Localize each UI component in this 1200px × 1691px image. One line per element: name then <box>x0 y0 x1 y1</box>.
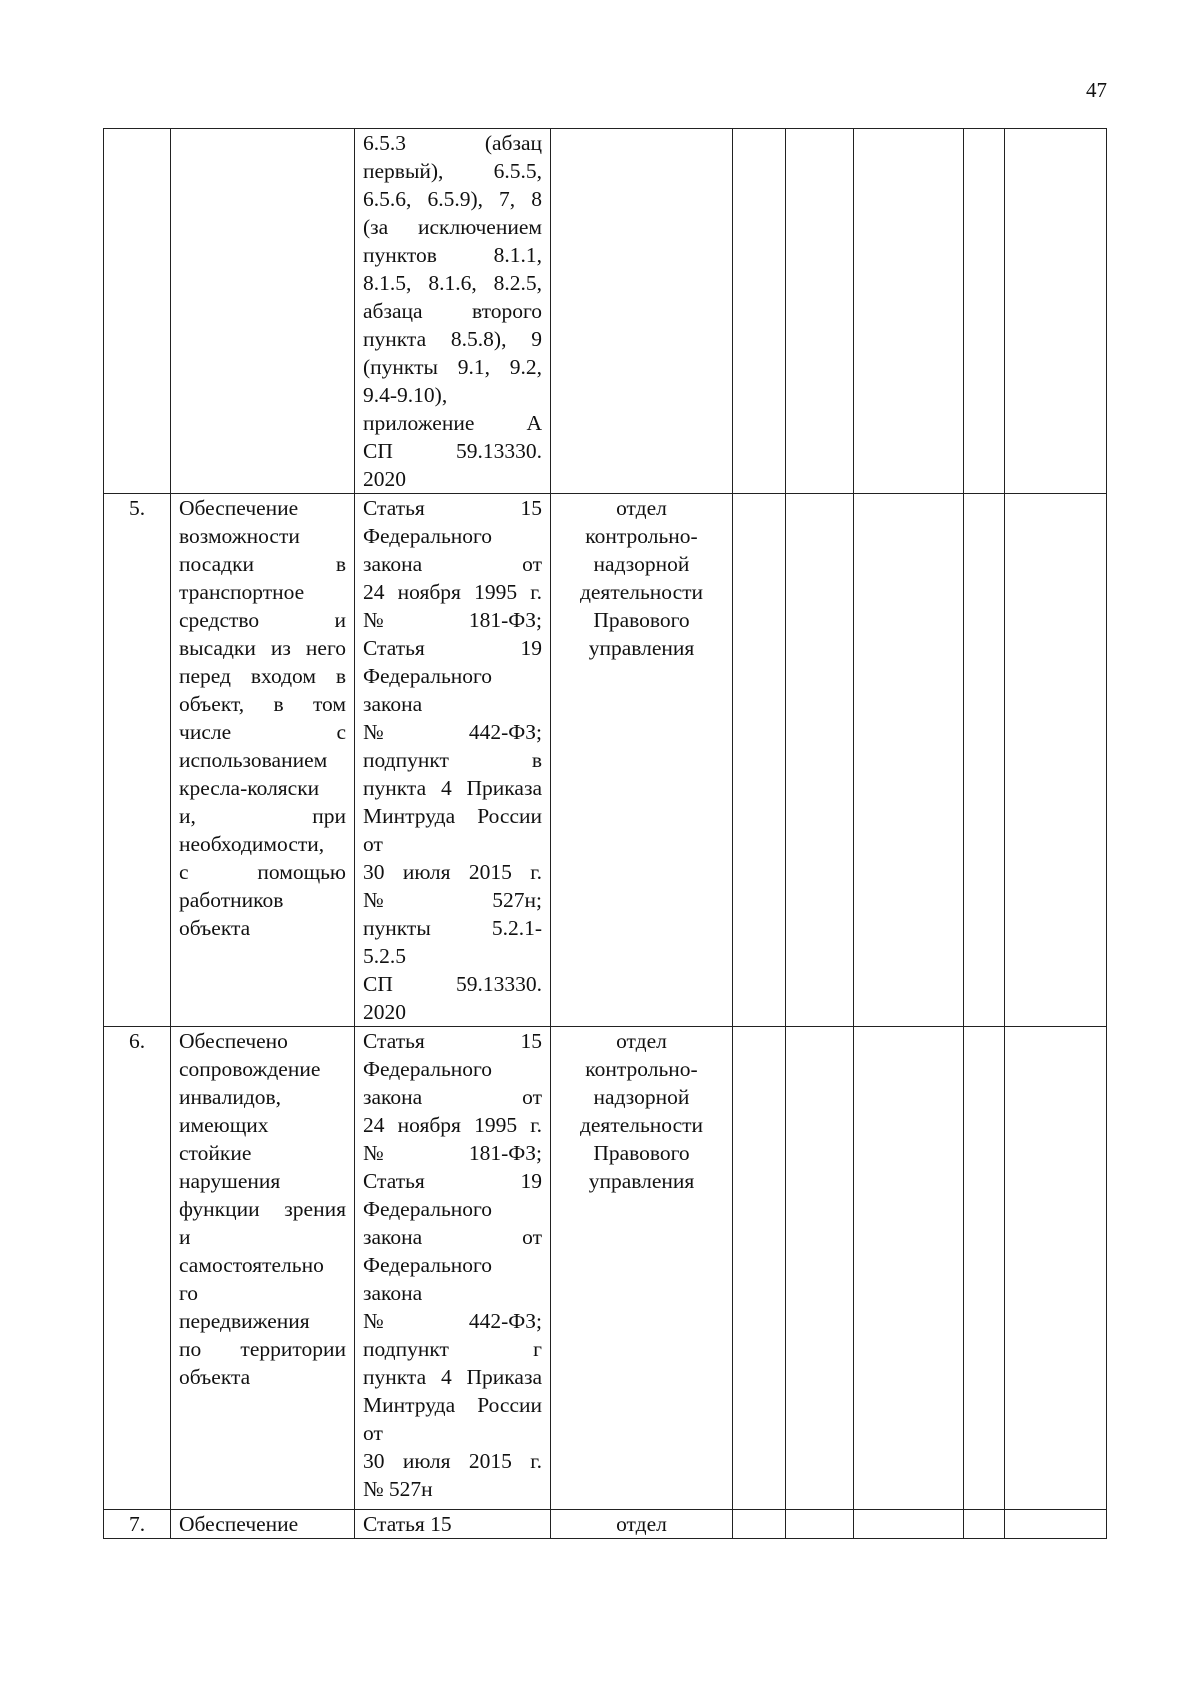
requirements-table <box>103 128 1107 1539</box>
empty-cell <box>786 494 854 1027</box>
requirement-text-line: объекта <box>179 916 251 940</box>
requirement-text-line: Обеспечение <box>179 496 299 520</box>
requirement-text-line: объекта <box>179 1365 251 1389</box>
legal-basis-line: подпункт в <box>363 748 542 772</box>
legal-basis-line: Федерального <box>363 664 493 688</box>
responsible-dept-line: управления <box>588 636 695 660</box>
requirement-text-line: использованием <box>179 748 328 772</box>
legal-basis-line: СП 59.13330. <box>363 439 542 463</box>
requirement-text-line: имеющих <box>179 1113 269 1137</box>
legal-basis-line: СП 59.13330. <box>363 972 542 996</box>
legal-basis-line: 30 июля 2015 г. <box>363 860 542 884</box>
legal-basis-line: 8.1.5, 8.1.6, 8.2.5, <box>363 271 542 295</box>
empty-cell <box>786 129 854 494</box>
legal-basis-line: приложение А <box>363 411 542 435</box>
requirement-text-line: Обеспечено <box>179 1029 288 1053</box>
empty-cell <box>733 129 786 494</box>
empty-cell <box>854 1510 964 1539</box>
empty-cell <box>964 1027 1005 1510</box>
legal-basis <box>355 1027 551 1510</box>
requirement-text <box>171 1510 355 1539</box>
requirement-text-line: числе с <box>179 720 346 744</box>
responsible-dept-line: деятельности <box>579 580 704 604</box>
legal-basis-line: закона от <box>363 1085 542 1109</box>
legal-basis-line: 30 июля 2015 г. <box>363 1449 542 1473</box>
requirement-text-line: транспортное <box>179 580 305 604</box>
legal-basis-line: Статья 19 <box>363 1169 542 1193</box>
empty-cell <box>964 1510 1005 1539</box>
legal-basis-line: закона от <box>363 1225 542 1249</box>
page-number: 47 <box>1086 78 1107 102</box>
requirement-text-line: го <box>179 1281 199 1305</box>
requirement-text-line: возможности <box>179 524 300 548</box>
legal-basis-line: 5.2.5 <box>363 944 406 968</box>
requirement-text <box>171 494 355 1027</box>
responsible-dept-line: отдел <box>616 1512 667 1536</box>
responsible-dept <box>551 494 733 1027</box>
responsible-dept-line: отдел <box>616 1029 667 1053</box>
empty-cell <box>733 1510 786 1539</box>
row-number: 7. <box>104 1510 171 1539</box>
legal-basis-line: 2020 <box>363 467 406 491</box>
requirement-text-line: по территории <box>179 1337 346 1361</box>
empty-cell <box>1005 494 1107 1027</box>
legal-basis-line: первый), 6.5.5, <box>363 159 542 183</box>
legal-basis-line: Минтруда России <box>363 1393 542 1417</box>
legal-basis-line: Федерального <box>363 1057 493 1081</box>
legal-basis-line: № 442-ФЗ; <box>363 1309 542 1333</box>
requirement-text-line: Обеспечение <box>179 1512 299 1536</box>
row-number: 5. <box>104 494 171 1027</box>
table-row <box>104 1510 1107 1539</box>
requirement-text <box>171 129 355 494</box>
legal-basis-line: 6.5.3 (абзац <box>363 131 542 155</box>
legal-basis-line: № 181-ФЗ; <box>363 1141 542 1165</box>
legal-basis-line: № 527н <box>363 1477 433 1501</box>
legal-basis-line: пункта 4 Приказа <box>363 1365 542 1389</box>
legal-basis-line: № 527н; <box>363 888 542 912</box>
legal-basis-line: (за исключением <box>363 215 542 239</box>
requirement-text-line: высадки из него <box>179 636 346 660</box>
legal-basis-line: 24 ноября 1995 г. <box>363 580 542 604</box>
responsible-dept-line: надзорной <box>593 552 690 576</box>
legal-basis-line: 6.5.6, 6.5.9), 7, 8 <box>363 187 542 211</box>
legal-basis-line: подпункт г <box>363 1337 542 1361</box>
table-row <box>104 494 1107 1027</box>
requirement-text-line: работников <box>179 888 284 912</box>
responsible-dept-line: Правового <box>593 608 690 632</box>
legal-basis-line: Минтруда России <box>363 804 542 828</box>
requirement-text-line: необходимости, <box>179 832 325 856</box>
empty-cell <box>1005 129 1107 494</box>
empty-cell <box>854 1027 964 1510</box>
table-row <box>104 129 1107 494</box>
empty-cell <box>1005 1510 1107 1539</box>
requirement-text-line: с помощью <box>179 860 346 884</box>
requirement-text-line: функции зрения <box>179 1197 346 1221</box>
empty-cell <box>854 129 964 494</box>
legal-basis-line: 2020 <box>363 1000 406 1024</box>
requirement-text-line: сопровождение <box>179 1057 321 1081</box>
legal-basis-line: Статья 15 <box>363 1512 452 1536</box>
responsible-dept <box>551 1510 733 1539</box>
requirement-text-line: передвижения <box>179 1309 310 1333</box>
requirement-text-line: инвалидов, <box>179 1085 282 1109</box>
legal-basis-line: Статья 15 <box>363 496 542 520</box>
legal-basis-line: Федерального <box>363 524 493 548</box>
requirement-text-line: стойкие <box>179 1141 252 1165</box>
table-body <box>104 129 1107 1539</box>
empty-cell <box>1005 1027 1107 1510</box>
responsible-dept-line: надзорной <box>593 1085 690 1109</box>
legal-basis-line: закона <box>363 692 423 716</box>
requirement-text <box>171 1027 355 1510</box>
legal-basis-line: Федерального <box>363 1197 493 1221</box>
empty-cell <box>964 494 1005 1027</box>
requirement-text-line: самостоятельно <box>179 1253 324 1277</box>
empty-cell <box>964 129 1005 494</box>
responsible-dept-line: отдел <box>616 496 667 520</box>
requirement-text-line: нарушения <box>179 1169 281 1193</box>
empty-cell <box>733 1027 786 1510</box>
legal-basis-line: Статья 15 <box>363 1029 542 1053</box>
legal-basis-line: 9.4-9.10), <box>363 383 448 407</box>
requirement-text-line: кресла-коляски <box>179 776 320 800</box>
legal-basis-line: 24 ноября 1995 г. <box>363 1113 542 1137</box>
table-row <box>104 1027 1107 1510</box>
legal-basis-line: № 181-ФЗ; <box>363 608 542 632</box>
empty-cell <box>786 1510 854 1539</box>
legal-basis <box>355 129 551 494</box>
legal-basis-line: пункта 8.5.8), 9 <box>363 327 542 351</box>
requirement-text-line: и <box>179 1225 191 1249</box>
empty-cell <box>786 1027 854 1510</box>
legal-basis-line: закона <box>363 1281 423 1305</box>
legal-basis-line: абзаца второго <box>363 299 542 323</box>
legal-basis-line: от <box>363 1421 383 1445</box>
responsible-dept <box>551 1027 733 1510</box>
legal-basis-line: пункты 5.2.1- <box>363 916 542 940</box>
legal-basis-line: № 442-ФЗ; <box>363 720 542 744</box>
row-number <box>104 129 171 494</box>
requirement-text-line: и, при <box>179 804 346 828</box>
responsible-dept-line: контрольно- <box>585 1057 698 1081</box>
legal-basis-line: пунктов 8.1.1, <box>363 243 542 267</box>
requirement-text-line: объект, в том <box>179 692 346 716</box>
legal-basis-line: (пункты 9.1, 9.2, <box>363 355 542 379</box>
legal-basis-line: пункта 4 Приказа <box>363 776 542 800</box>
responsible-dept <box>551 129 733 494</box>
legal-basis <box>355 494 551 1027</box>
requirement-text-line: посадки в <box>179 552 346 576</box>
responsible-dept-line: контрольно- <box>585 524 698 548</box>
legal-basis-line: от <box>363 832 383 856</box>
legal-basis-line: закона от <box>363 552 542 576</box>
row-number: 6. <box>104 1027 171 1510</box>
responsible-dept-line: Правового <box>593 1141 690 1165</box>
empty-cell <box>854 494 964 1027</box>
requirement-text-line: средство и <box>179 608 346 632</box>
legal-basis <box>355 1510 551 1539</box>
responsible-dept-line: управления <box>588 1169 695 1193</box>
legal-basis-line: Статья 19 <box>363 636 542 660</box>
legal-basis-line: Федерального <box>363 1253 493 1277</box>
empty-cell <box>733 494 786 1027</box>
responsible-dept-line: деятельности <box>579 1113 704 1137</box>
requirement-text-line: перед входом в <box>179 664 346 688</box>
